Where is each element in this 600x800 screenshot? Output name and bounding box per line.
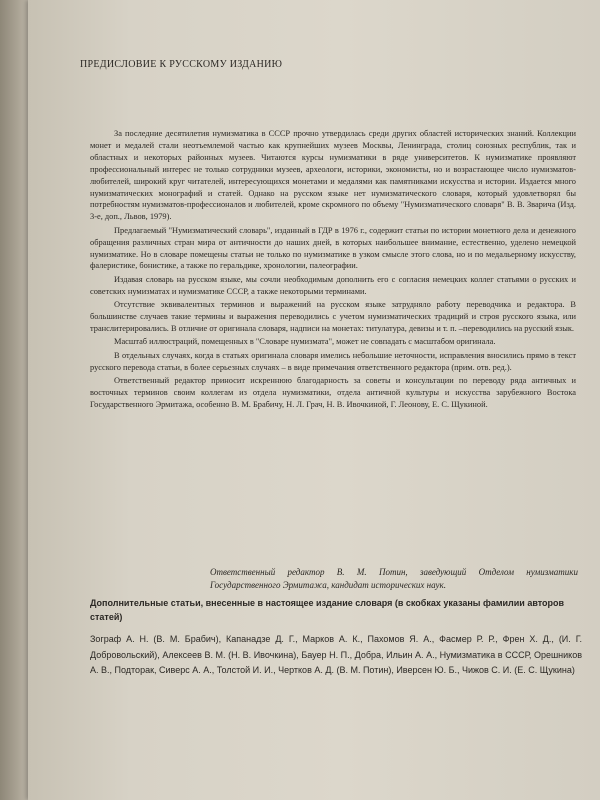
paragraph-5: Масштаб иллюстраций, помещенных в "Словаре нумизмата", может не совпадать с масштабом оригинала. bbox=[114, 337, 496, 347]
preface-body bbox=[90, 128, 576, 412]
additional-articles-text: Зограф А. Н. (В. М. Брабич), Капанадзе Д. Г., Марков А. К., Пахомов Я. А., Фасмер Р. Р., Френ Х. Д., (И. Г. Добровольский), Алексеев В. М. (Н. В. Ивочкина), Бауер Н. П., Добра, Ильин А. А., Нумизматика в СССР, Орешников А. В., Подторак, Сиверс А. А., Толстой И. И., Чертков А. Д. (В. М. Потин), Иверсен Ю. Б., Чижов С. И. (Е. С. Щукина) bbox=[90, 634, 582, 675]
page-title: ПРЕДИСЛОВИЕ К РУССКОМУ ИЗДАНИЮ bbox=[80, 59, 283, 70]
paragraph-4: Отсутствие эквивалентных терминов и выражений на русском языке затрудняло работу переводчика и редактора. В большинстве случаев такие термины и выражения переводились с учетом нумизматических традиций и строя русского языка, или транслитерировались. В отличие от оригинала словаря, надписи на монетах: титулатура, девизы и т. п. –переводились на русский язык. bbox=[90, 300, 576, 333]
paragraph-2: Предлагаемый "Нумизматический словарь", изданный в ГДР в 1976 г., содержит статьи по истории монетного дела и денежного обращения различных стран мира от античности до наших дней, в которых наибольшее внимание, естественно, уделено немецкой нумизматике. Но в словаре помещены статьи не только по нумизматике в узком смысле этого слова, но и по медальерному искусству, фалеристике, бонистике, а также по геральдике, хронологии, палеографии. bbox=[90, 225, 576, 271]
book-gutter bbox=[0, 0, 28, 800]
book-page bbox=[28, 0, 600, 800]
additional-articles-heading: Дополнительные статьи, внесенные в настоящее издание словаря (в скобках указаны фамилии авторов статей) bbox=[90, 598, 565, 622]
paragraph-6: В отдельных случаях, когда в статьях оригинала словаря имелись небольшие неточности, исправления вносились прямо в текст русского перевода статьи, в более серьезных случаях – в виде примечания ответственного редактора (прим. отв. ред.). bbox=[90, 350, 576, 372]
paragraph-3: Издавая словарь на русском языке, мы сочли необходимым дополнить его с согласия немецких коллег статьями о русских и советских нумизматах и нумизматике СССР, а также некоторыми терминами. bbox=[90, 274, 576, 296]
paragraph-7: Ответственный редактор приносит искреннюю благодарность за советы и консультации по переводу ряда античных и восточных терминов своим коллегам из отдела нумизматики, отдела античной культуры и искусства зарубежного Востока Государственного Эрмитажа, особенно В. М. Брабичу, Н. Л. Грач, Н. В. Ивочкиной, Г. Леонову, Е. С. Щукиной. bbox=[90, 376, 576, 409]
additional-articles-list bbox=[90, 632, 582, 679]
editor-signature: Ответственный редактор В. М. Потин, заведующий Отделом нумизматики Государственного Эрмитажа, кандидат исторических наук. bbox=[210, 567, 578, 590]
paragraph-1: За последние десятилетия нумизматика в СССР прочно утвердилась среди других областей исторических знаний. Коллекции монет и медалей стали неотъемлемой частью как крупнейших музеев Москвы, Ленинграда, столиц союзных республик, так и областных и некоторых районных музеев. Читаются курсы нумизматики в ряде университетов. К нумизматике проявляют профессиональный интерес не только сотрудники музеев, археологи, историки, экономисты, но и возрастающее число нумизматов-любителей, широкий круг читателей, интересующихся монетами и медалями как памятниками искусства и истории. Издается много нумизматических монографий и статей. Однако на русском языке нет нумизматического словаря, который удовлетворял бы потребностям нумизматов-профессионалов и любителей, кроме скромного по объему "Нумизматического словаря" В. В. Зварича (Изд. 3-е, доп., Львов, 1979). bbox=[90, 129, 576, 222]
